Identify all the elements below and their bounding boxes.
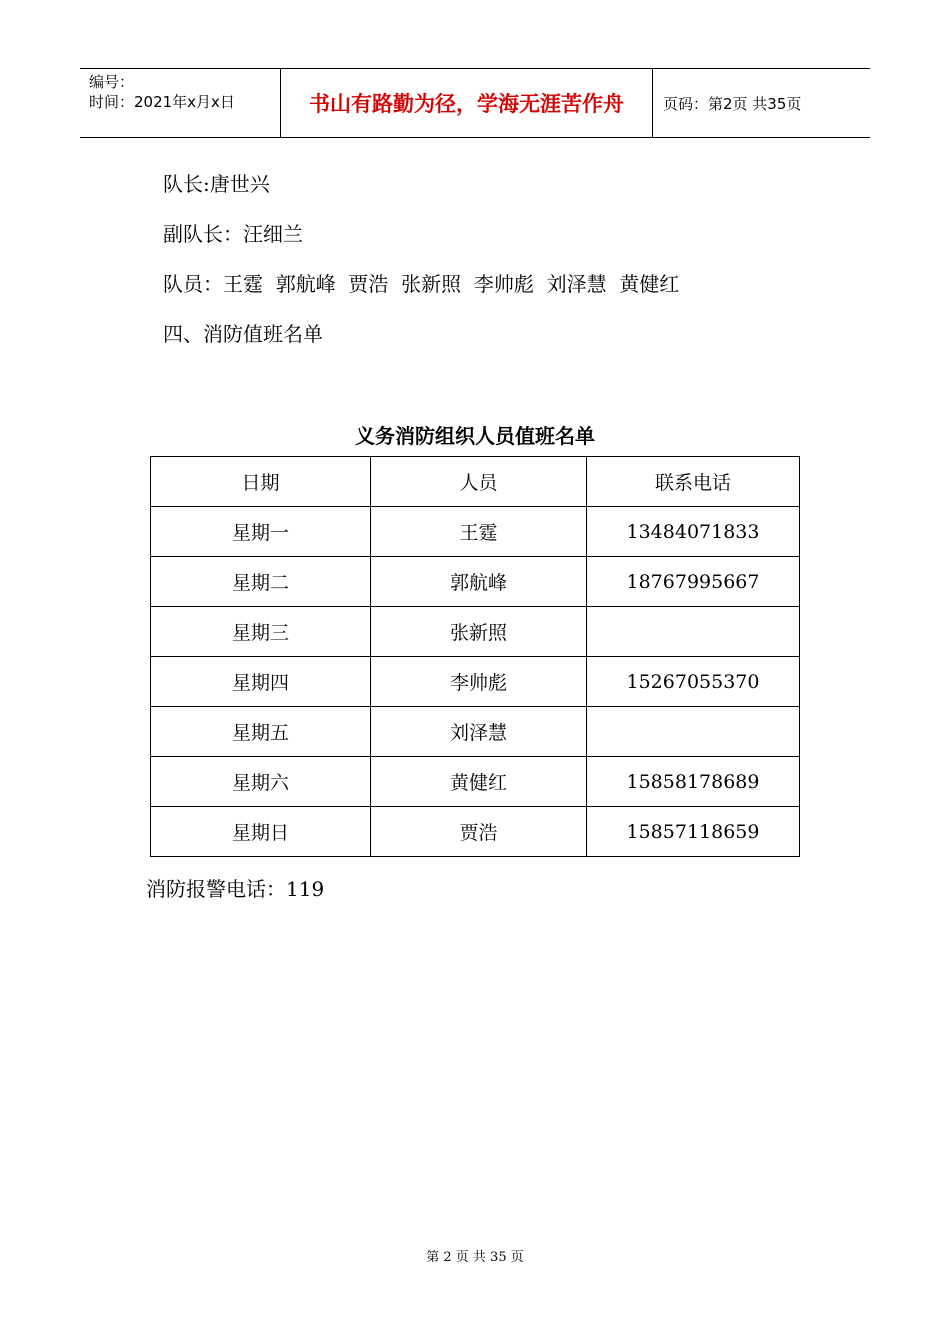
cell-day: 星期四	[151, 657, 371, 707]
cell-day: 星期一	[151, 507, 371, 557]
cell-day: 星期六	[151, 757, 371, 807]
cell-day: 星期日	[151, 807, 371, 857]
table-row	[151, 657, 800, 707]
header-motto: 书山有路勤为径，学海无涯苦作舟	[281, 69, 653, 137]
cell-person: 郭航峰	[371, 557, 587, 607]
header-phone: 联系电话	[587, 457, 800, 507]
table-row	[151, 807, 800, 857]
header-date: 日期	[151, 457, 371, 507]
vice-captain-line: 副队长：汪细兰	[163, 222, 303, 246]
cell-day: 星期三	[151, 607, 371, 657]
cell-person: 张新照	[371, 607, 587, 657]
cell-phone: 15858178689	[587, 757, 800, 807]
cell-person: 李帅彪	[371, 657, 587, 707]
cell-day: 星期二	[151, 557, 371, 607]
time-label: 时间：2021年x月x日	[89, 93, 235, 111]
page-header	[80, 68, 870, 138]
number-label: 编号：	[89, 73, 135, 91]
table-header-row	[151, 457, 800, 507]
table-row	[151, 557, 800, 607]
cell-person: 王霆	[371, 507, 587, 557]
members-line: 队员：王霆 郭航峰 贾浩 张新照 李帅彪 刘泽慧 黄健红	[163, 272, 680, 296]
table-row	[151, 607, 800, 657]
table-row	[151, 707, 800, 757]
cell-phone: 15267055370	[587, 657, 800, 707]
cell-phone: 15857118659	[587, 807, 800, 857]
table-row	[151, 507, 800, 557]
cell-phone: 18767995667	[587, 557, 800, 607]
page-footer: 第 2 页 共 35 页	[426, 1250, 524, 1265]
captain-line: 队长:唐世兴	[163, 172, 270, 196]
table-row	[151, 757, 800, 807]
header-person: 人员	[371, 457, 587, 507]
duty-roster-table	[150, 456, 800, 857]
section-heading: 四、消防值班名单	[163, 322, 323, 346]
cell-phone	[587, 607, 800, 657]
cell-phone	[587, 707, 800, 757]
table-title: 义务消防组织人员值班名单	[355, 424, 595, 448]
fire-alarm-phone: 消防报警电话：119	[146, 877, 325, 901]
cell-day: 星期五	[151, 707, 371, 757]
header-page-info: 页码：第2页 共35页	[663, 94, 802, 113]
header-meta	[80, 69, 281, 137]
cell-phone: 13484071833	[587, 507, 800, 557]
cell-person: 贾浩	[371, 807, 587, 857]
cell-person: 刘泽慧	[371, 707, 587, 757]
cell-person: 黄健红	[371, 757, 587, 807]
